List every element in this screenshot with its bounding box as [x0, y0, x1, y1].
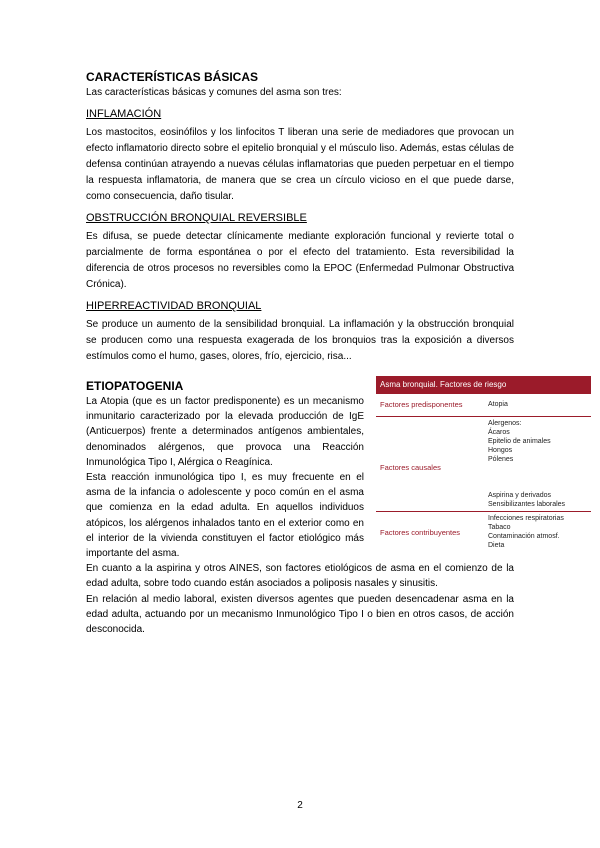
table-row [376, 394, 591, 417]
table-value: Infecciones respiratorias [488, 515, 564, 522]
section-inflamacion [86, 107, 514, 205]
table-values [488, 400, 508, 409]
paragraph-obstruccion: Es difusa, se puede detectar clínicamente mediante exploración funcional y revierte total o parcialmente de forma espontánea o por el efecto del tratamiento. Esta reversibilidad la diferencia de otros procesos no reversibles como la EPOC (Enfermedad Pulmonar Obstructiva Crónica). [86, 231, 514, 290]
table-value: Ácaros [488, 429, 510, 436]
risk-factors-table [376, 376, 591, 558]
etiopatogenia-column [86, 394, 364, 561]
table-value: Aspirina y derivados [488, 492, 552, 499]
section-hiperreactividad [86, 299, 514, 365]
table-category: Factores causales [380, 463, 441, 472]
table-value: Sensibilizantes laborales [488, 501, 566, 508]
table-value: Alergenos: [488, 420, 522, 427]
table-row [376, 417, 591, 512]
page-number: 2 [297, 800, 303, 811]
paragraph-aspirina: En cuanto a la aspirina y otros AINES, son factores etiológicos de asma en el comienzo de la edad adulta, sobre todo cuando están asociados a poliposis nasales y sinusitis. [86, 563, 514, 590]
table-row [376, 512, 591, 558]
section-title-caracteristicas: CARACTERÍSTICAS BÁSICAS [86, 70, 259, 84]
section-title-etiopatogenia: ETIOPATOGENIA [86, 379, 184, 393]
paragraph-medio-laboral: En relación al medio laboral, existen diversos agentes que pueden desencadenar asma en la edad adulta, actuando por un mecanismo Inmunológico Tipo I o bien en otros casos, de acción desconocida. [86, 593, 514, 636]
table-value: Contaminación atmosf. [488, 533, 560, 540]
paragraph-hiperreactividad: Se produce un aumento de la sensibilidad bronquial. La inflamación y la obstrucción bronquial se producen como una respuesta exagerada de los bronquios tras la exposición a diversos estímulos como el humo, gases, olores, frío, ejercicio, risa... [86, 319, 514, 362]
table-value: Epitelio de animales [488, 438, 551, 445]
table-value: Tabaco [488, 524, 511, 531]
table-value: Pólenes [488, 456, 514, 463]
subheading-hiperreactividad: HIPERREACTIVIDAD BRONQUIAL [86, 300, 262, 312]
paragraph-atopia: La Atopia (que es un factor predisponente) es un mecanismo inmunitario caracterizado por la elevada producción de IgE (Anticuerpos) frente a determinados antígenos ambientales, denominados alérgenos, que provoca una Reacción Inmunológica Tipo I, Alérgica o Reagínica. [86, 396, 364, 468]
table-values [488, 514, 564, 550]
subheading-inflamacion: INFLAMACIÓN [86, 108, 162, 120]
etiopatogenia-full-width [86, 561, 514, 637]
table-spacer [488, 464, 565, 491]
table-values [488, 419, 565, 509]
section-obstruccion [86, 211, 514, 293]
paragraph-reaccion-tipo-i: Esta reacción inmunológica tipo I, es muy frecuente en el asma de la infancia o adolescente y poco común en el asma que comienza en la edad adulta. En aquellos individuos atópicos, los alérgenos inhalados tanto en el exterior como en el interior de la vivienda constituyen el factor etiológico más importante del asma. [86, 472, 364, 560]
table-value: Atopia [488, 401, 508, 408]
table-category: Factores contribuyentes [380, 528, 461, 537]
subheading-obstruccion: OBSTRUCCIÓN BRONQUIAL REVERSIBLE [86, 212, 307, 224]
table-value: Hongos [488, 447, 513, 454]
paragraph-inflamacion: Los mastocitos, eosinófilos y los linfocitos T liberan una serie de mediadores que provocan un efecto inflamatorio directo sobre el epitelio bronquial y el músculo liso. Además, estas células de defensa continúan atrayendo a nuevas células inflamatorias que pueden perpetuar en el tiempo la respuesta inflamatoria, de manera que se crea un círculo vicioso en el que puede darse, como consecuencia, daño tisular. [86, 127, 514, 202]
table-value: Dieta [488, 542, 505, 549]
intro-text: Las características básicas y comunes del asma son tres: [86, 87, 342, 98]
table-header: Asma bronquial. Factores de riesgo [376, 376, 591, 394]
table-category: Factores predisponentes [380, 400, 463, 409]
